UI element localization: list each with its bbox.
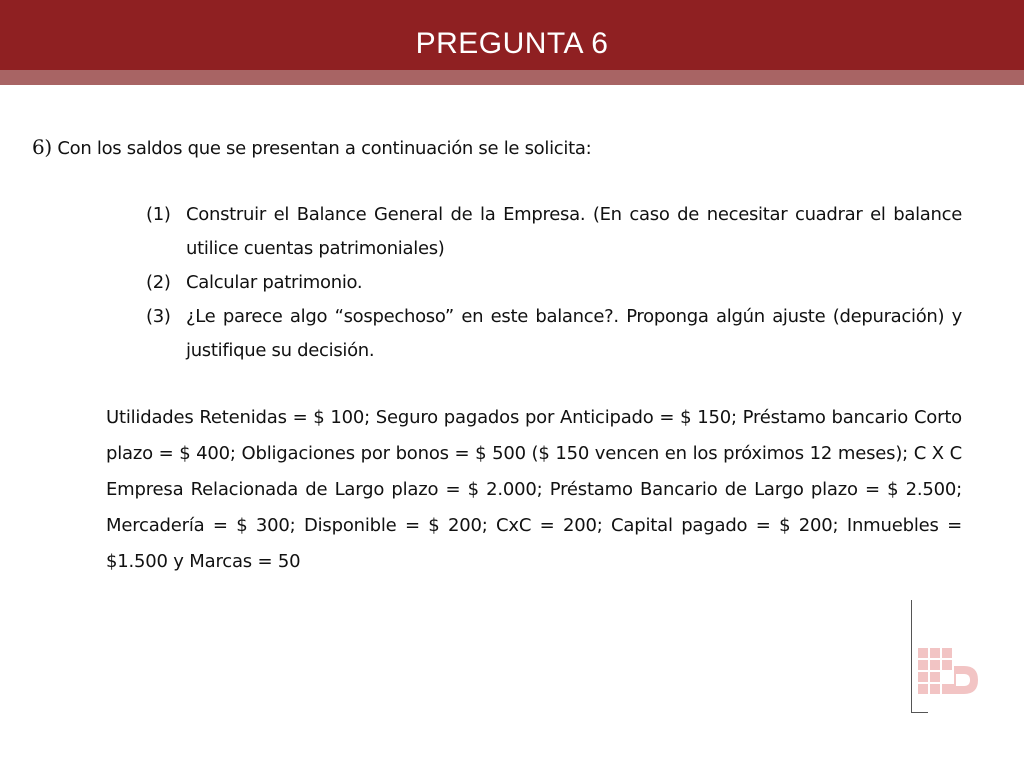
logo-divider-vertical [911,600,912,712]
logo-divider-horizontal [911,712,928,713]
task-marker: (1) [146,204,171,225]
institution-logo-icon [918,648,980,700]
task-marker: (2) [146,272,171,293]
title-band [0,70,1024,85]
question-number: 6) [32,135,52,159]
slide-title: PREGUNTA 6 [415,27,609,60]
question-intro-text: Con los saldos que se presentan a continuación se le solicita: [51,138,592,159]
task-item-3 [146,300,962,368]
task-marker: (3) [146,306,171,327]
question-intro [32,132,972,164]
task-text: ¿Le parece algo “sospechoso” en este balance?. Proponga algún ajuste (depuración) y justifique su decisión. [186,306,962,361]
task-text: Construir el Balance General de la Empresa. (En caso de necesitar cuadrar el balance utilice cuentas patrimoniales) [186,204,962,259]
account-balances: Utilidades Retenidas = $ 100; Seguro pagados por Anticipado = $ 150; Préstamo bancario Corto plazo = $ 400; Obligaciones por bonos = $ 500 ($ 150 vencen en los próximos 12 meses); C X C Empresa Relacionada de Largo plazo = $ 2.000; Préstamo Bancario de Largo plazo = $ 2.500; Mercadería = $ 300; Disponible = $ 200; CxC = 200; Capital pagado = $ 200; Inmuebles = $1.500 y Marcas = 50 [106,407,962,572]
task-text: Calcular patrimonio. [186,272,363,293]
task-item-2 [146,266,962,300]
task-list [146,198,962,368]
task-item-1 [146,198,962,266]
